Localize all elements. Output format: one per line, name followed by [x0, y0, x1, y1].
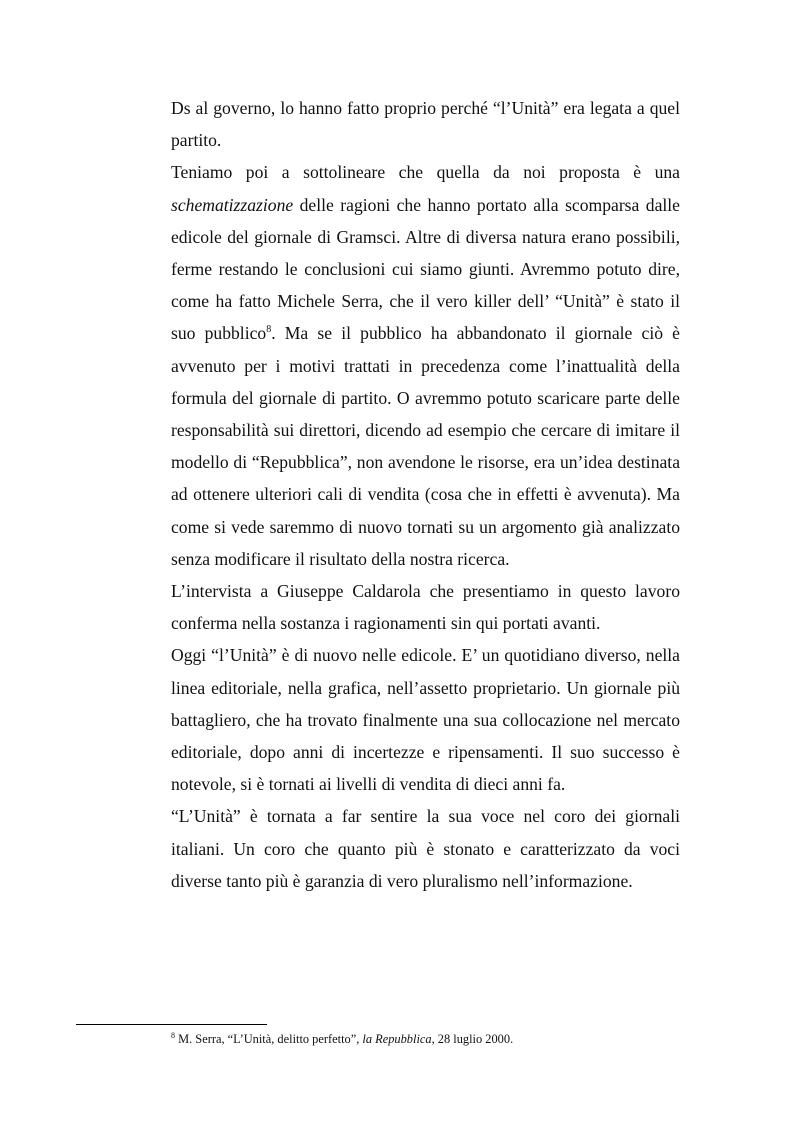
paragraph-3: [171, 575, 680, 639]
paragraph-5: [171, 800, 680, 897]
paragraph-2-text-c: . Ma se il pubblico ha abbandonato il giornale ciò è avvenuto per i motivi trattati in precedenza come l’inattualità della formula del giornale di partito. O avremmo potuto scaricare parte delle responsabilità sui direttori, dicendo ad esempio che cercare di imitare il modello di “Repubblica”, non avendone le risorse, era un’idea destinata ad ottenere ulteriori cali di vendita (cosa che in effetti è avvenuta). Ma come si vede saremmo di nuovo tornati su un argomento già analizzato senza modificare il risultato della nostra ricerca.: [171, 323, 680, 569]
paragraph-2-text-a: Teniamo poi a sottolineare che quella da noi proposta è una: [171, 162, 680, 183]
paragraph-1-text: Ds al governo, lo hanno fatto proprio perché “l’Unità” era legata a quel partito.: [171, 98, 680, 151]
paragraph-4-text: Oggi “l’Unità” è di nuovo nelle edicole. E’ un quotidiano diverso, nella linea editoriale, nella grafica, nell’assetto proprietario. Un giornale più battagliero, che ha trovato finalmente una sua collocazione nel mercato editoriale, dopo anni di incertezze e ripensamenti. Il suo successo è notevole, si è tornati ai livelli di vendita di dieci anni fa.: [171, 645, 680, 795]
footnote-divider: [76, 1024, 267, 1025]
paragraph-1: [171, 92, 680, 156]
footnote-number: 8: [171, 1030, 175, 1040]
paragraph-4: [171, 639, 680, 800]
paragraph-2-emphasis: schematizzazione: [171, 194, 294, 215]
paragraph-3-text: L’intervista a Giuseppe Caldarola che presentiamo in questo lavoro conferma nella sostanza i ragionamenti sin qui portati avanti.: [171, 581, 680, 634]
paragraph-2-text-b: delle ragioni che hanno portato alla scomparsa dalle edicole del giornale di Gramsci. Altre di diversa natura erano possibili, ferme restando le conclusioni cui siamo giunti. Avremmo potuto dire, come ha fatto Michele Serra, che il vero killer dell’ “Unità” è stato il suo pubblico: [171, 194, 680, 344]
paragraph-2: [171, 156, 680, 575]
footnote: [171, 1031, 731, 1047]
footnote-text-a: M. Serra, “L’Unità, delitto perfetto”,: [175, 1032, 363, 1046]
footnote-text-b: , 28 luglio 2000.: [431, 1032, 514, 1046]
body-text: [171, 92, 680, 897]
paragraph-5-text: “L’Unità” è tornata a far sentire la sua voce nel coro dei giornali italiani. Un coro che quanto più è stonato e caratterizzato da voci diverse tanto più è garanzia di vero pluralismo nell’informazione.: [171, 806, 680, 891]
footnote-reference[interactable]: 8: [266, 324, 272, 336]
footnote-emphasis: la Repubblica: [362, 1032, 432, 1046]
